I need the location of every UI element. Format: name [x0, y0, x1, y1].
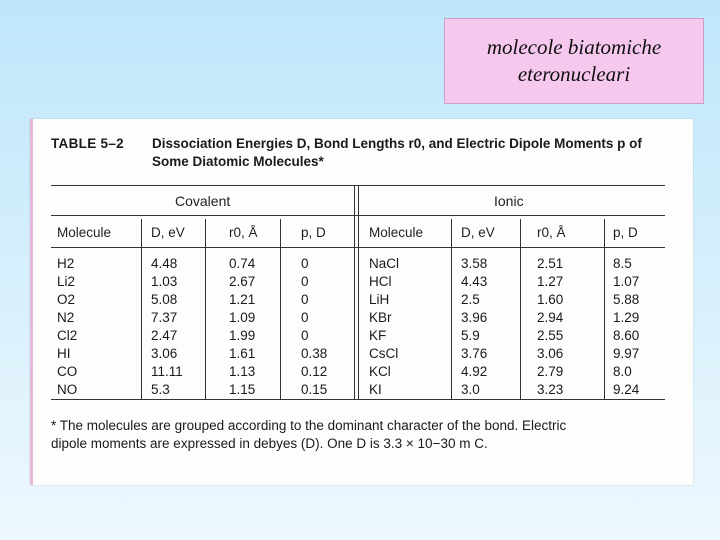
table-cell: 3.06 [537, 346, 564, 361]
table-cell: Cl2 [57, 328, 78, 343]
col-sep [141, 219, 142, 399]
table-cell: H2 [57, 256, 75, 271]
table-cell: LiH [369, 292, 390, 307]
column-header: p, D [301, 225, 326, 240]
table-cell: 8.60 [613, 328, 640, 343]
table-cell: 0.15 [301, 382, 328, 397]
table-cell: 5.08 [151, 292, 178, 307]
table-cell: 0 [301, 256, 309, 271]
table-cell: 1.09 [229, 310, 256, 325]
table-cell: 4.92 [461, 364, 488, 379]
table-cell: 2.5 [461, 292, 480, 307]
table-cell: 5.88 [613, 292, 640, 307]
column-header: r0, Å [229, 225, 258, 240]
column-header: D, eV [151, 225, 185, 240]
table-cell: 1.07 [613, 274, 640, 289]
table-cell: 0 [301, 292, 309, 307]
table-cell: 1.15 [229, 382, 256, 397]
table-cell: 9.24 [613, 382, 640, 397]
table-cell: 1.13 [229, 364, 256, 379]
table-cell: 0 [301, 328, 309, 343]
table-cell: 3.23 [537, 382, 564, 397]
table-cell: 8.0 [613, 364, 632, 379]
table-cell: 3.76 [461, 346, 488, 361]
table-label: TABLE 5–2 [51, 136, 124, 151]
table-cell: 0 [301, 274, 309, 289]
column-header: p, D [613, 225, 638, 240]
table-cell: 2.67 [229, 274, 256, 289]
table-cell: KBr [369, 310, 392, 325]
table-cell: O2 [57, 292, 76, 307]
table-cell: 1.03 [151, 274, 178, 289]
table-cell: 3.96 [461, 310, 488, 325]
table-cell: 8.5 [613, 256, 632, 271]
table-cell: 1.99 [229, 328, 256, 343]
col-sep [520, 219, 521, 399]
table-footnote [51, 417, 681, 453]
group-covalent: Covalent [175, 193, 231, 209]
table-cell: 2.55 [537, 328, 564, 343]
table-cell: 5.3 [151, 382, 170, 397]
table-cell: NO [57, 382, 78, 397]
table-cell: 7.37 [151, 310, 178, 325]
column-header: r0, Å [537, 225, 566, 240]
table-cell: 1.60 [537, 292, 564, 307]
col-sep [451, 219, 452, 399]
table-cell: 0 [301, 310, 309, 325]
table-cell: 1.27 [537, 274, 564, 289]
col-sep [604, 219, 605, 399]
slide-title-box [444, 18, 704, 104]
slide-title-line-1: molecole biatomiche [486, 35, 662, 59]
col-sep [280, 219, 281, 399]
scanned-table-image [30, 119, 693, 485]
column-header: Molecule [369, 225, 424, 240]
divider-left [354, 185, 355, 399]
table-caption-text: Dissociation Energies D, Bond Lengths r0, and Electric Dipole Moments p of Some Diatomic Molecules* [152, 136, 642, 169]
footnote-line-2: dipole moments are expressed in debyes (D). One D is 3.3 × 10−30 m C. [51, 436, 488, 451]
table-cell: 2.94 [537, 310, 564, 325]
table-cell: 5.9 [461, 328, 480, 343]
table-cell: 3.0 [461, 382, 480, 397]
table-cell: HI [57, 346, 71, 361]
table-cell: 2.79 [537, 364, 564, 379]
table-cell: 1.21 [229, 292, 256, 307]
table-cell: Li2 [57, 274, 76, 289]
bottom-rule [51, 399, 665, 400]
table-cell: 2.47 [151, 328, 178, 343]
table-cell: 2.51 [537, 256, 564, 271]
col-sep [205, 219, 206, 399]
table-cell: 0.38 [301, 346, 328, 361]
divider-right [358, 185, 359, 399]
table-cell: CsCl [369, 346, 399, 361]
table-cell: KCl [369, 364, 391, 379]
table-cell: HCl [369, 274, 392, 289]
table-cell: 4.48 [151, 256, 178, 271]
table-cell: CO [57, 364, 78, 379]
table-cell: 9.97 [613, 346, 640, 361]
table-cell: 1.29 [613, 310, 640, 325]
slide-title-line-2: eteronucleari [517, 62, 631, 86]
table-cell: 3.58 [461, 256, 488, 271]
column-header: Molecule [57, 225, 112, 240]
footnote-line-1: * The molecules are grouped according to the dominant character of the bond. Electric [51, 418, 567, 433]
table-cell: 4.43 [461, 274, 488, 289]
table-cell: N2 [57, 310, 75, 325]
table-cell: 1.61 [229, 346, 256, 361]
table-cell: 3.06 [151, 346, 178, 361]
table-cell: 0.12 [301, 364, 328, 379]
table-cell: 0.74 [229, 256, 256, 271]
table-cell: 11.11 [151, 364, 183, 379]
table-cell: KF [369, 328, 387, 343]
table-cell: NaCl [369, 256, 400, 271]
group-ionic: Ionic [494, 193, 524, 209]
table-cell: KI [369, 382, 382, 397]
column-header: D, eV [461, 225, 495, 240]
